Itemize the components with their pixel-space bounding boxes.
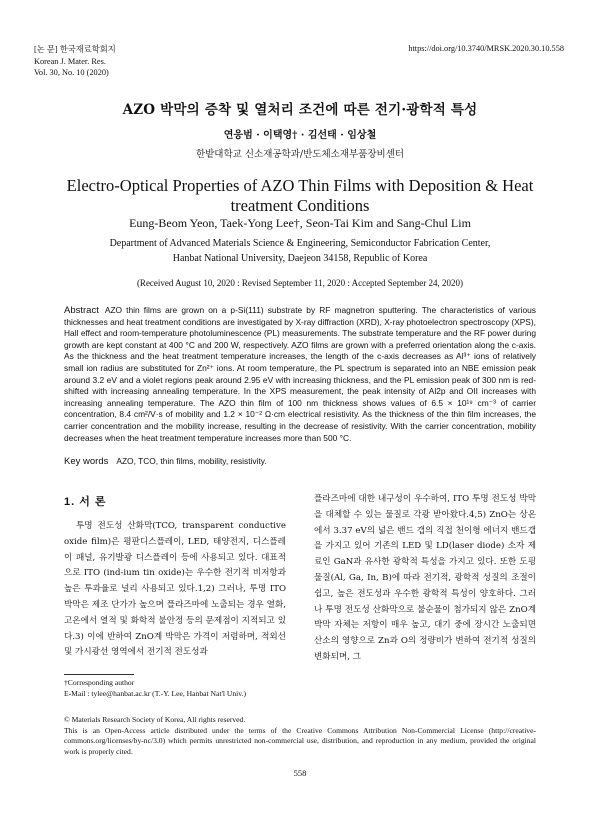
journal-header (34, 44, 116, 79)
affiliation-korean: 한밭대학교 신소재공학과/반도체소재부품장비센터 (195, 149, 405, 160)
keywords-text: AZO, TCO, thin films, mobility, resistivity. (116, 456, 267, 466)
authors-english: Eung-Beom Yeon, Taek-Yong Lee†, Seon-Tai Kim and Sang-Chul Lim (129, 216, 471, 230)
journal-name-en: Korean J. Mater. Res. (34, 56, 106, 66)
keywords (64, 456, 536, 467)
author-email: E-Mail : tylee@hanbat.ac.kr (T.-Y. Lee, Hanbat Nat'l Univ.) (64, 688, 246, 698)
corresponding-author-note: †Corresponding author (64, 678, 135, 687)
journal-volume: Vol. 30, No. 10 (2020) (34, 68, 109, 77)
abstract-label: Abstract (64, 305, 99, 316)
affiliation-english-line2: Hanbat National University, Daejeon 34158, Republic of Korea (172, 253, 428, 264)
doi-link[interactable]: https://doi.org/10.3740/MRSK.2020.30.10.558 (408, 44, 564, 53)
footnote-divider (64, 674, 134, 675)
body-column-left: 투명 전도성 산화막(TCO, transparent conductive oxide film)은 평판디스플레이, LED, 태양전지, 디스플레이 패널, 유기발광 디스플레이 등에 사용되고 있다. 대표적으로 ITO (ind-ium tin oxide)는 우수한 전기적 비저항과 높은 투과율로 널리 사용되고 있다.1,2) 그러나, 투명 ITO 박막은 제조 단가가 높으며 플라즈마에 노출되는 경우 열화, 고온에서 열적 및 화학적 불안정 등의 문제점이 지적되고 있다.3) 이에 반하여 ZnO계 박막은 가격이 저렴하며, 적외선 및 가시광선 영역에서 전기적 전도성과 (64, 521, 286, 658)
copyright-line: © Materials Research Society of Korea, All rights reserved. (64, 715, 246, 724)
keywords-label: Key words (64, 456, 109, 467)
page-number: 558 (293, 768, 307, 778)
copyright-notice (64, 715, 536, 757)
section-heading-introduction: 1. 서 론 (64, 496, 107, 508)
footnotes (64, 678, 536, 699)
journal-name-ko: [논 문] 한국재료학회지 (34, 45, 116, 54)
abstract (64, 305, 536, 444)
authors-korean: 연응범 · 이택영† · 김선태 · 임상철 (223, 130, 377, 141)
license-text: This is an Open-Access article distributed under the terms of the Creative Commons Attribution Non-Commercial License (http://creative-commons.org/licenses/by-nc/3.0) which permits unrestricted non-commercial use, distribution, and reproduction in any medium, provided the original work is properly cited. (64, 725, 536, 756)
title-korean: AZO 박막의 증착 및 열처리 조건에 따른 전기·광학적 특성 (122, 102, 478, 118)
abstract-text: AZO thin films are grown on a p-Si(111) substrate by RF magnetron sputtering. The characteristics of various thicknesses and heat treatment conditions are investigated by X-ray diffraction (XRD), X-ray photoelectron spectroscopy (XPS), Hall effect and room-temperature photoluminescence (PL) measurements. The substrate temperature and the RF power during growth are kept constant at 400 °C and 200 W, respectively. AZO films are grown with a preferred orientation along the c-axis. As the thickness and the heat treatment temperature increases, the length of the c-axis decreases as Al³⁺ ions of relatively small ion radius are substituted for Zn²⁺ ions. At room temperature, the PL spectrum is separated into an NBE emission peak around 3.2 eV and a violet regions peak around 2.95 eV with increasing thickness, and the PL emission peak of 300 nm is red-shifted with increasing annealing temperature. In the XPS measurement, the peak intensity of Al2p and OII increases with increasing annealing temperature. The AZO thin film of 100 nm thickness shows values of 6.5 × 10¹⁹ cm⁻³ of carrier concentration, 8.4 cm²/V·s of mobility and 1.2 × 10⁻² Ω·cm electrical resistivity. As the thickness of the thin film increases, the carrier concentration and the mobility increase, resulting in the decrease of resistivity. With the carrier concentration, mobility decreases when the heat treatment temperature increases more than 500 °C. (64, 305, 536, 443)
affiliation-english (40, 236, 560, 266)
body-column-right: 플라즈마에 대한 내구성이 우수하여, ITO 투명 전도성 박막을 대체할 수 있는 물질로 각광 받아왔다.4,5) ZnO는 상온에서 3.37 eV의 넓은 밴드 갭의 직접 천이형 에너지 밴드갭을 가지고 있어 기존의 LED 및 LD(laser diode) 소자 제료인 GaN과 유사한 광학적 특성을 가지고 있다. 또한 도핑물질(Al, Ga, In, B)에 따라 전기적, 광학적 성질의 조절이 쉽고, 높은 전도성과 우수한 광학적 특성이 양호하다. 그러나 투명 전도성 산화막으로 불순물이 첨가되지 않은 ZnO계 박막 자체는 저항이 매우 높고, 대기 중에 장시간 노출되면 산소의 영향으로 Zn과 O의 정량비가 변하여 전기적 성질의 변화되며, 그 (314, 494, 536, 662)
title-english: Electro-Optical Properties of AZO Thin Films with Deposition & Heat treatment Conditions (66, 176, 534, 215)
affiliation-english-line1: Department of Advanced Materials Science & Engineering, Semiconductor Fabrication Center, (109, 238, 491, 249)
received-dates: (Received August 10, 2020 : Revised September 11, 2020 : Accepted September 24, 2020) (136, 278, 464, 288)
